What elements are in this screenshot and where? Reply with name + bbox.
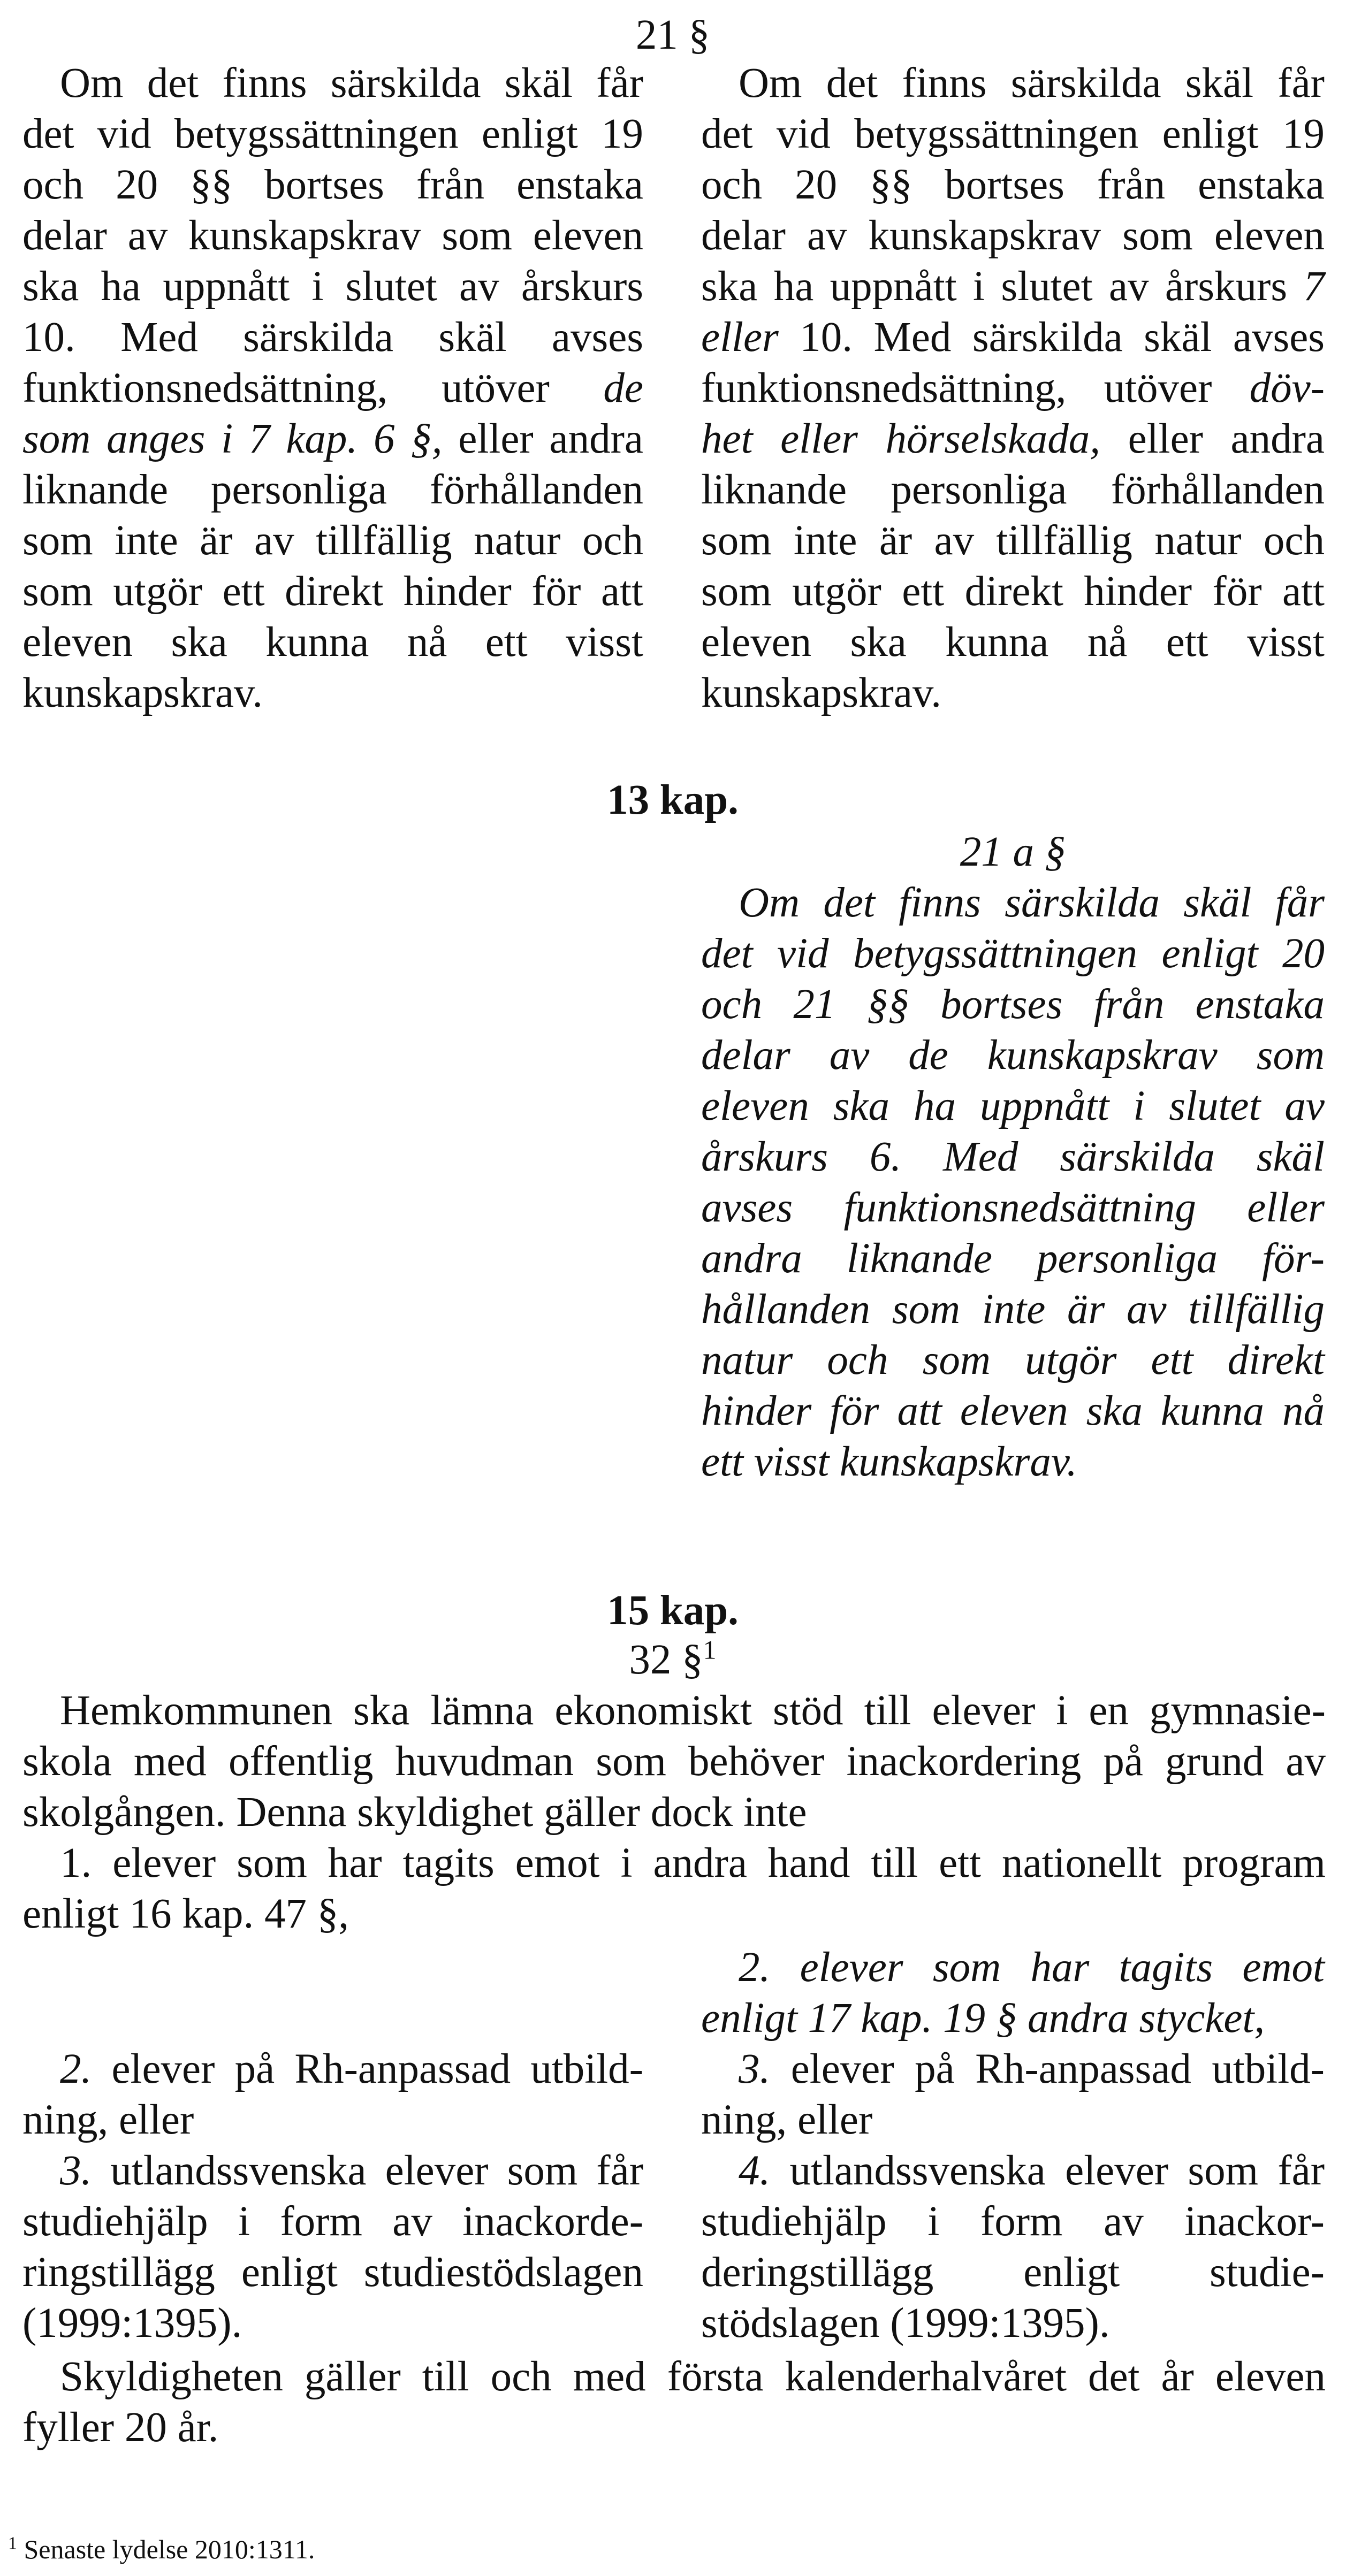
paragraph-line: Om det finns särskilda skäl får (739, 60, 1325, 106)
right-column-section-21a (701, 827, 1325, 1487)
paragraph-line: eleven ska kunna nå ett visst (22, 619, 643, 666)
paragraph-line (701, 261, 1325, 312)
left-column-section-21 (22, 58, 643, 718)
paragraph-line: enligt 16 kap. 47 §, (22, 1891, 349, 1937)
list-item-2 (22, 2044, 643, 2095)
item-number: 2. (60, 2046, 92, 2092)
paragraph-line: ning, eller (701, 2097, 873, 2143)
item-number: 3. (60, 2147, 92, 2194)
paragraph-line (701, 312, 1325, 363)
paragraph-line: det vid betygssättningen enligt 19 (701, 111, 1325, 157)
paragraph-line: 10. Med särskilda skäl avses (22, 314, 643, 361)
text-segment: eller andra (1100, 416, 1325, 462)
paragraph-line: det vid betygssättningen enligt 19 (22, 111, 643, 157)
paragraph-line: som utgör ett direkt hinder för att (701, 568, 1325, 615)
paragraph-line: och 20 §§ bortses från enstaka (701, 162, 1325, 208)
paragraph-line: ringstillägg enligt studiestödslagen (22, 2249, 643, 2296)
section-32-intro (22, 1685, 1326, 1939)
section-number-21a: 21 a § (960, 829, 1066, 875)
section-number-21: 21 § (635, 12, 710, 58)
amendment-italic: de (603, 365, 643, 411)
paragraph-line: Om det finns särskilda skäl får (60, 60, 643, 106)
chapter-heading-13: 13 kap. (607, 777, 739, 823)
text-segment: eller andra (442, 416, 643, 462)
text-segment: 10. Med särskilda skäl avses (778, 314, 1325, 361)
amendment-italic: het eller hörselskada, (701, 416, 1101, 462)
paragraph-line: som inte är av tillfällig natur och (701, 517, 1325, 564)
section-number-text: 32 § (629, 1637, 703, 1683)
item-number: 3. (739, 2046, 771, 2092)
right-column-section-21 (701, 58, 1325, 718)
right-column-items (701, 2044, 1325, 2349)
paragraph-line (701, 414, 1325, 464)
paragraph-line: ett visst kunskapskrav. (701, 1439, 1077, 1485)
text-segment: utlandssvenska elever som får (92, 2147, 643, 2194)
amendment-italic: eller (701, 314, 779, 361)
paragraph-line: och 21 §§ bortses från enstaka (701, 981, 1325, 1028)
paragraph-line: stödslagen (1999:1395). (701, 2300, 1110, 2346)
section-32-closing (22, 2351, 1326, 2453)
text-segment: elever på Rh-anpassad utbild- (92, 2046, 643, 2092)
paragraph-line (22, 363, 643, 414)
footnote (8, 2533, 650, 2565)
text-segment: funktionsnedsättning, utöver (22, 365, 604, 411)
amendment-italic: som anges i 7 kap. 6 §, (22, 416, 443, 462)
paragraph-line: skola med offentlig huvudman som behöver inackordering på grund av (22, 1738, 1326, 1785)
text-segment: utlandssvenska elever som får (770, 2147, 1325, 2194)
paragraph-line: kunskapskrav. (22, 670, 263, 716)
amendment-italic: 7 (1303, 263, 1325, 310)
footnote-text: Senaste lydelse 2010:1311. (17, 2534, 315, 2564)
paragraph-line: enligt 17 kap. 19 § andra stycket, (701, 1995, 1265, 2042)
paragraph-line: fyller 20 år. (22, 2404, 219, 2451)
section-number-32 (592, 1634, 753, 1685)
paragraph-line: skolgången. Denna skyldighet gäller dock inte (22, 1789, 807, 1836)
item-number: 4. (739, 2147, 771, 2194)
paragraph-line: årskurs 6. Med särskilda skäl (701, 1134, 1325, 1180)
text-segment: elever på Rh-anpassad utbild- (770, 2046, 1325, 2092)
paragraph-line: eleven ska ha uppnått i slutet av (701, 1083, 1325, 1129)
paragraph-line: ska ha uppnått i slutet av årskurs (22, 263, 643, 310)
paragraph-line: eleven ska kunna nå ett visst (701, 619, 1325, 666)
paragraph-line: delar av de kunskapskrav som (701, 1032, 1325, 1079)
paragraph-line: hinder för att eleven ska kunna nå (701, 1388, 1325, 1434)
paragraph-line: som utgör ett direkt hinder för att (22, 568, 643, 615)
paragraph-line (701, 363, 1325, 414)
list-item-3 (701, 2044, 1325, 2095)
footnote-mark: 1 (8, 2533, 17, 2554)
list-item-3 (22, 2145, 643, 2196)
list-item-1: 1. elever som har tagits emot i andra hand till ett nationellt program (60, 1840, 1326, 1886)
paragraph-line: studiehjälp i form av inackorde- (22, 2198, 643, 2245)
paragraph-line: Skyldigheten gäller till och med första kalenderhalvåret det år eleven (60, 2353, 1326, 2400)
paragraph-line: andra liknande personliga för- (701, 1235, 1325, 1282)
paragraph-line: ning, eller (22, 2097, 194, 2143)
paragraph-line (22, 414, 643, 464)
paragraph-line: (1999:1395). (22, 2300, 242, 2346)
paragraph-line: liknande personliga förhållanden (22, 467, 643, 513)
paragraph-line: kunskapskrav. (701, 670, 942, 716)
list-item-4 (701, 2145, 1325, 2196)
paragraph-line: det vid betygssättningen enligt 20 (701, 930, 1325, 977)
left-column-items (22, 2044, 643, 2349)
paragraph-line: studiehjälp i form av inackor- (701, 2198, 1325, 2245)
text-segment: ska ha uppnått i slutet av årskurs (701, 263, 1304, 310)
paragraph-line: som inte är av tillfällig natur och (22, 517, 643, 564)
paragraph-line: hållanden som inte är av tillfällig (701, 1286, 1325, 1333)
paragraph-line: 2. elever som har tagits emot (739, 1944, 1325, 1991)
paragraph-line: Om det finns särskilda skäl får (739, 880, 1325, 926)
amendment-italic: döv- (1249, 365, 1325, 411)
paragraph-line: delar av kunskapskrav som eleven (701, 212, 1325, 259)
paragraph-line: deringstillägg enligt studie- (701, 2249, 1325, 2296)
paragraph-line: delar av kunskapskrav som eleven (22, 212, 643, 259)
paragraph-line: natur och som utgör ett direkt (701, 1337, 1325, 1383)
paragraph-line: liknande personliga förhållanden (701, 467, 1325, 513)
paragraph-line: avses funktionsnedsättning eller (701, 1184, 1325, 1231)
text-segment: funktionsnedsättning, utöver (701, 365, 1250, 411)
right-column-new-item-2 (701, 1942, 1325, 2044)
chapter-heading-15: 15 kap. (607, 1587, 739, 1634)
paragraph-line: Hemkommunen ska lämna ekonomiskt stöd till elever i en gymnasie- (60, 1687, 1326, 1734)
footnote-reference: 1 (703, 1634, 717, 1665)
paragraph-line: och 20 §§ bortses från enstaka (22, 162, 643, 208)
